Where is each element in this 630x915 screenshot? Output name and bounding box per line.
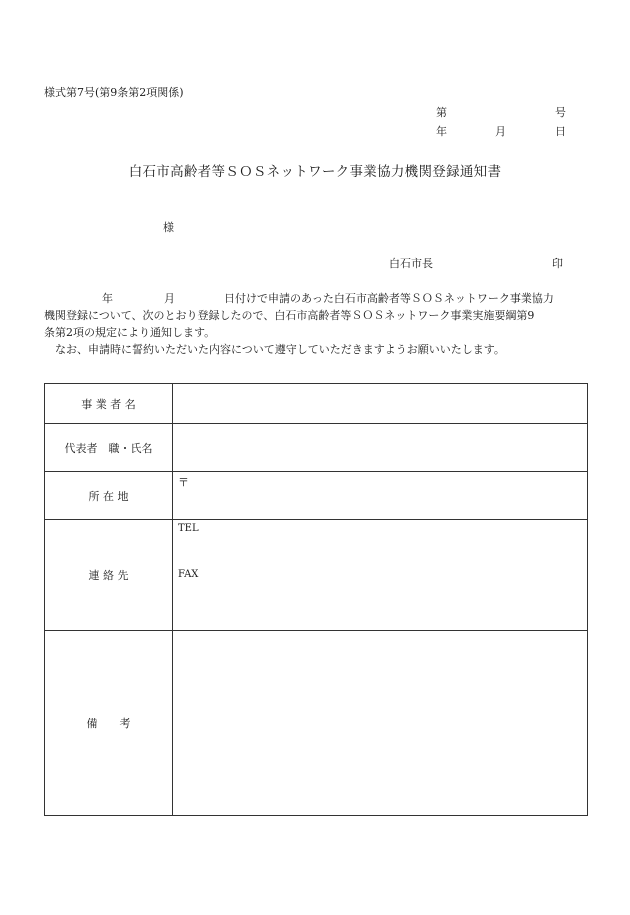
business-name-field[interactable] <box>173 384 588 424</box>
contact-field[interactable] <box>173 520 588 631</box>
seal-mark: 印 <box>552 257 563 270</box>
body-line-4: なお、申請時に誓約いただいた内容について遵守していただきますようお願いいたします。 <box>55 343 505 356</box>
registration-table <box>44 383 588 816</box>
body-month: 月 <box>164 292 175 305</box>
body-line-1 <box>44 290 589 307</box>
representative-field[interactable] <box>173 424 588 472</box>
document-title: 白石市高齢者等ＳＯＳネットワーク事業協力機関登録通知書 <box>128 164 502 180</box>
address-field[interactable] <box>173 472 588 520</box>
body-line-1-text: 日付けで申請のあった白石市高齢者等ＳＯＳネットワーク事業協力 <box>224 292 554 305</box>
addressee-suffix: 様 <box>163 221 174 234</box>
issuer-name: 白石市長 <box>389 257 433 270</box>
table-row <box>45 384 588 424</box>
body-year: 年 <box>102 292 113 305</box>
issue-date-month: 月 <box>495 125 506 138</box>
issue-number-suffix: 号 <box>555 106 566 119</box>
table-row <box>45 424 588 472</box>
remarks-label: 備 考 <box>45 631 173 816</box>
table-row <box>45 520 588 631</box>
contact-label: 連 絡 先 <box>45 520 173 631</box>
remarks-field[interactable] <box>173 631 588 816</box>
body-line-2: 機関登録について、次のとおり登録したので、白石市高齢者等ＳＯＳネットワーク事業実施要綱第9 <box>44 309 535 322</box>
representative-label: 代表者 職・氏名 <box>45 424 173 472</box>
table-row <box>45 631 588 816</box>
address-label: 所 在 地 <box>45 472 173 520</box>
fax-label: FAX <box>178 569 199 580</box>
issue-date-year: 年 <box>436 125 447 138</box>
form-number: 様式第7号(第9条第2項関係) <box>44 86 184 99</box>
notice-body <box>44 290 589 358</box>
table-row <box>45 472 588 520</box>
postal-mark: 〒 <box>178 476 189 489</box>
business-name-label: 事 業 者 名 <box>45 384 173 424</box>
issue-number-prefix: 第 <box>436 106 447 119</box>
body-line-3: 条第2項の規定により通知します。 <box>44 326 216 339</box>
tel-label: TEL <box>178 523 199 534</box>
issue-date-day: 日 <box>555 125 566 138</box>
